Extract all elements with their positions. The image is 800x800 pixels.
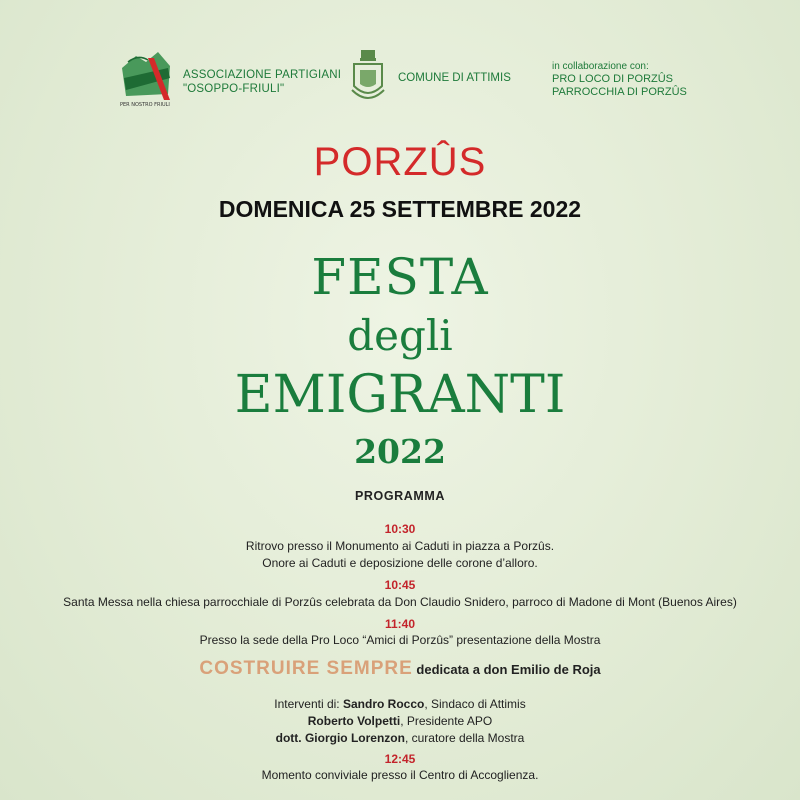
title-year: 2022 bbox=[354, 432, 446, 471]
collab-intro: in collaborazione con: bbox=[552, 61, 649, 72]
apo-logo bbox=[118, 48, 176, 112]
speaker-role: , curatore della Mostra bbox=[404, 731, 525, 745]
event-time: 12:45 bbox=[384, 752, 416, 766]
event-line: Momento conviviale presso il Centro di Accoglienza. bbox=[261, 768, 539, 782]
speaker-name: Roberto Volpetti bbox=[307, 714, 401, 728]
title-festa: FESTA bbox=[311, 248, 489, 306]
collab-proloco: PRO LOCO DI PORZÛS bbox=[552, 73, 674, 85]
mostra-title-line bbox=[0, 658, 800, 680]
speaker-role: , Presidente APO bbox=[400, 714, 493, 728]
event-line: Santa Messa nella chiesa parrocchiale di Porzûs celebrata da Don Claudio Snidero, parroco di Madone di Mont (Buenos Aires) bbox=[63, 595, 737, 609]
event-line: Presso la sede della Pro Loco “Amici di Porzûs” presentazione della Mostra bbox=[199, 633, 601, 647]
event-time: 10:45 bbox=[384, 578, 416, 592]
speaker-role: , Sindaco di Attimis bbox=[424, 697, 526, 711]
mostra-dedication: dedicata a don Emilio de Roja bbox=[416, 662, 601, 677]
event-time: 11:40 bbox=[384, 617, 416, 631]
speaker-name: Sandro Rocco bbox=[342, 697, 425, 711]
speaker-line bbox=[0, 714, 800, 728]
apo-name bbox=[183, 68, 341, 96]
event-time: 10:30 bbox=[384, 522, 416, 536]
comune-name: COMUNE DI ATTIMIS bbox=[398, 72, 511, 84]
event-line: Ritrovo presso il Monumento ai Caduti in piazza a Porzûs. bbox=[245, 539, 555, 553]
speaker-name: dott. Giorgio Lorenzon bbox=[275, 731, 405, 745]
collaboration bbox=[552, 60, 687, 99]
apo-logo-caption: PER NOSTRO FRIULI bbox=[120, 102, 170, 108]
mostra-title: COSTRUIRE SEMPRE bbox=[199, 658, 413, 679]
collab-parrocchia: PARROCCHIA DI PORZÛS bbox=[552, 86, 687, 98]
interventi-intro: Interventi di: bbox=[274, 697, 340, 711]
apo-line1: ASSOCIAZIONE PARTIGIANI bbox=[183, 69, 342, 81]
apo-line2: "OSOPPO-FRIULI" bbox=[183, 83, 285, 95]
programma-heading: PROGRAMMA bbox=[354, 489, 446, 503]
speaker-line bbox=[0, 697, 800, 711]
event-line: Onore ai Caduti e deposizione delle corone d’alloro. bbox=[262, 556, 538, 570]
speaker-line bbox=[0, 731, 800, 745]
place-title: PORZÛS bbox=[313, 140, 487, 184]
event-date: DOMENICA 25 SETTEMBRE 2022 bbox=[218, 196, 582, 222]
title-degli: degli bbox=[347, 311, 453, 360]
header bbox=[0, 40, 800, 110]
title-emigranti: EMIGRANTI bbox=[234, 365, 566, 425]
comune-crest-icon bbox=[348, 48, 388, 108]
